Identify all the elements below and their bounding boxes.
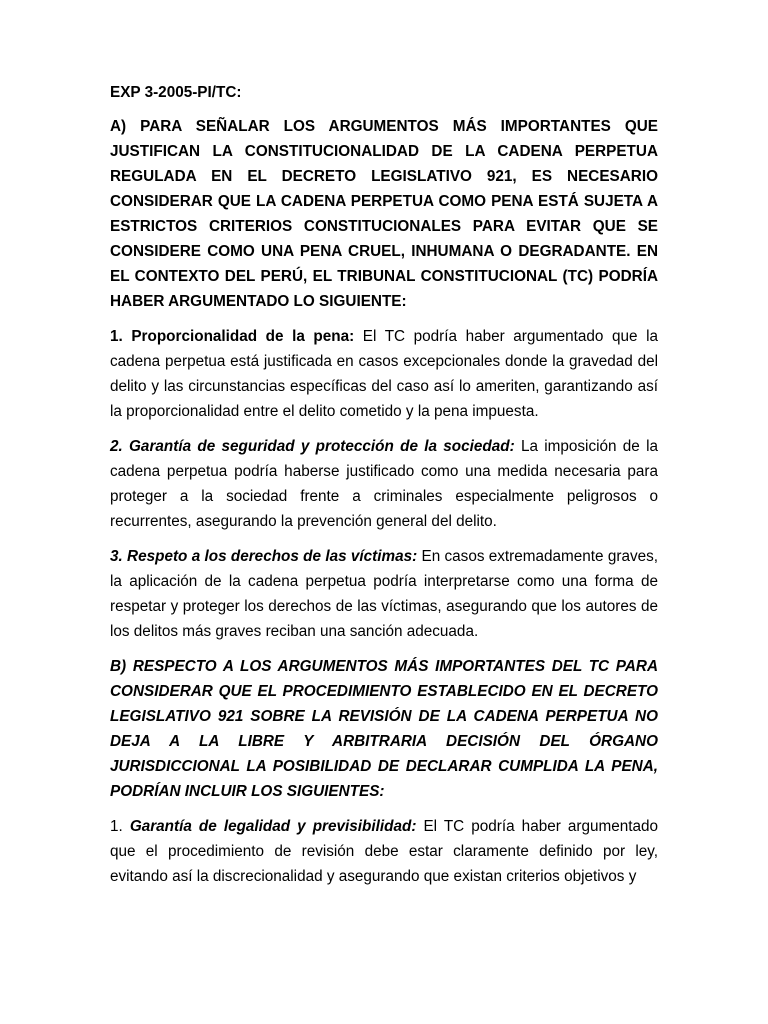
item-label: Garantía de legalidad y previsibilidad: <box>129 818 417 835</box>
section-a-item-3 <box>110 544 658 644</box>
section-a-item-2 <box>110 434 658 534</box>
section-a-item-1 <box>110 324 658 424</box>
item-label: 3. Respeto a los derechos de las víctimas: <box>110 548 418 565</box>
item-text: En casos extremadamente graves, la aplicación de la cadena perpetua podría interpretarse como una forma de respetar y proteger los derechos de las víctimas, asegurando que los autores de los delitos más graves reciban una sanción adecuada. <box>110 548 659 640</box>
document-title: EXP 3-2005-PI/TC: <box>110 84 242 101</box>
item-text: El TC podría haber argumentado que el procedimiento de revisión debe estar claramente definido por ley, evitando así la discrecionalidad y asegurando que existan criterios objetivos y <box>110 818 658 885</box>
item-number: 1. <box>110 818 130 835</box>
item-text: El TC podría haber argumentado que la cadena perpetua está justificada en casos excepcionales donde la gravedad del delito y las circunstancias específicas del caso así lo ameriten, garantizando así la proporcionalidad entre el delito cometido y la pena impuesta. <box>110 328 658 420</box>
item-text: La imposición de la cadena perpetua podría haberse justificado como una medida necesaria para proteger a la sociedad frente a criminales especialmente peligrosos o recurrentes, asegurando la prevención general del delito. <box>110 438 658 530</box>
section-a-heading: A) PARA SEÑALAR LOS ARGUMENTOS MÁS IMPORTANTES QUE JUSTIFICAN LA CONSTITUCIONALIDAD DE LA CADENA PERPETUA REGULADA EN EL DECRETO LEGISLATIVO 921, ES NECESARIO CONSIDERAR QUE LA CADENA PERPETUA COMO PENA ESTÁ SUJETA A ESTRICTOS CRITERIOS CONSTITUCIONALES PARA EVITAR QUE SE CONSIDERE COMO UNA PENA CRUEL, INHUMANA O DEGRADANTE. EN EL CONTEXTO DEL PERÚ, EL TRIBUNAL CONSTITUCIONAL (TC) PODRÍA HABER ARGUMENTADO LO SIGUIENTE: <box>110 118 658 310</box>
item-label: 1. Proporcionalidad de la pena: <box>110 328 355 345</box>
item-label: 2. Garantía de seguridad y protección de la sociedad: <box>110 438 515 455</box>
section-b-heading: B) RESPECTO A LOS ARGUMENTOS MÁS IMPORTANTES DEL TC PARA CONSIDERAR QUE EL PROCEDIMIENTO ESTABLECIDO EN EL DECRETO LEGISLATIVO 921 SOBRE LA REVISIÓN DE LA CADENA PERPETUA NO DEJA A LA LIBRE Y ARBITRARIA DECISIÓN DEL ÓRGANO JURISDICCIONAL LA POSIBILIDAD DE DECLARAR CUMPLIDA LA PENA, PODRÍAN INCLUIR LOS SIGUIENTES: <box>110 658 658 800</box>
document-body <box>110 80 658 899</box>
section-b-item-1 <box>110 814 658 889</box>
